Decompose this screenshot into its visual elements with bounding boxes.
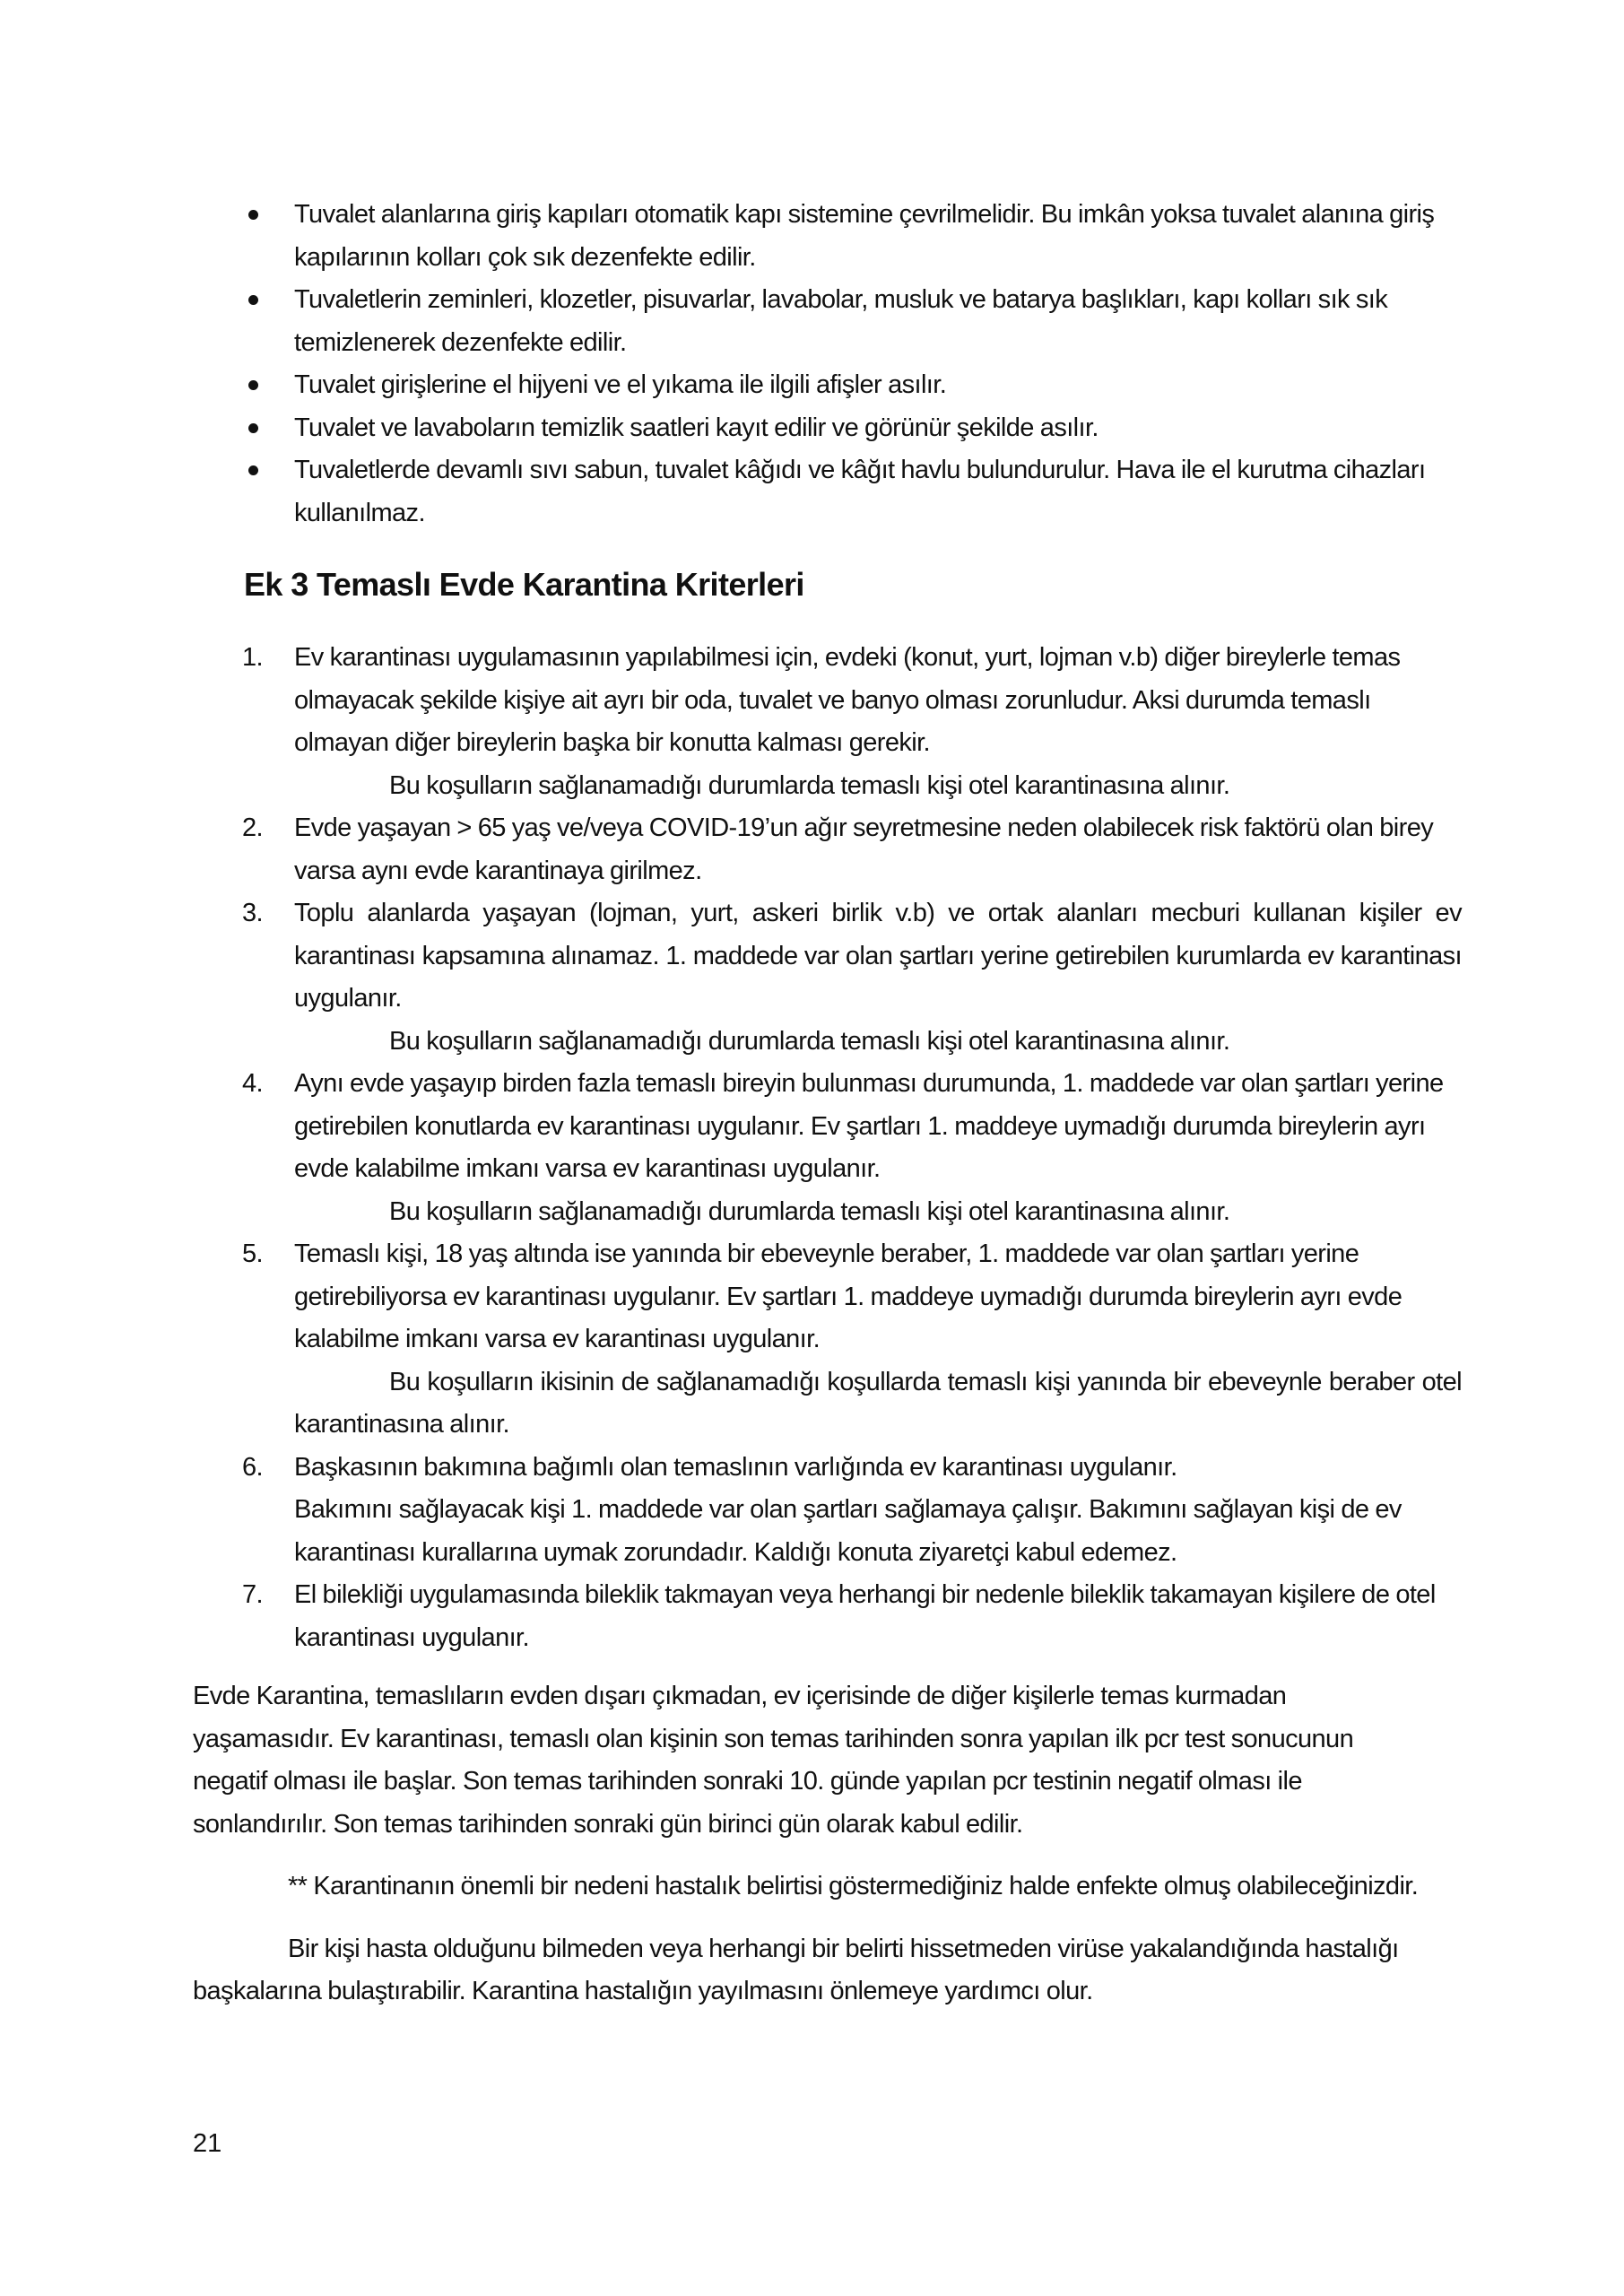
bullet-icon [248, 423, 258, 433]
section-heading: Ek 3 Temaslı Evde Karantina Kriterleri [244, 566, 804, 603]
bullet-item [242, 364, 1462, 407]
criteria-number: 5. [242, 1239, 263, 1268]
quarantine-reason-note: ** Karantinanın önemli bir nedeni hastalık belirtisi göstermediğiniz halde enfekte olmuş olabileceğinizdir. [288, 1872, 1419, 1900]
toilet-hygiene-bullet-list [242, 194, 1462, 535]
criteria-number: 3. [242, 899, 263, 927]
bullet-icon [248, 210, 258, 220]
bullet-text: Tuvalet ve lavaboların temizlik saatleri kayıt edilir ve görünür şekilde asılır. [294, 413, 1099, 442]
criteria-text: Temaslı kişi, 18 yaş altında ise yanında bir ebeveynle beraber, 1. maddede var olan şartları yerine getirebiliyorsa ev karantinası uygulanır. Ev şartları 1. maddeye uymadığı durumda bireylerin ayrı evde kalabilme imkanı varsa ev karantinası uygulanır. [294, 1239, 1403, 1353]
criteria-text: Başkasının bakımına bağımlı olan temaslının varlığında ev karantinası uygulanır. [294, 1452, 1177, 1482]
bullet-text: Tuvalet alanlarına giriş kapıları otomatik kapı sistemine çevrilmelidir. Bu imkân yoksa tuvalet alanına giriş kapılarının kolları çok sık dezenfekte edilir. [294, 200, 1435, 272]
home-quarantine-definition-paragraph: Evde Karantina, temaslıların evden dışarı çıkmadan, ev içerisinde de diğer kişilerle temas kurmadan yaşamasıdır. Ev karantinası, temaslı olan kişinin son temas tarihinden sonra yapılan ilk pcr test sonucunun negatif olması ile başlar. Son temas tarihinden sonraki 10. günde yapılan pcr testinin negatif olması ile sonlandırılır. Son temas tarihinden sonraki gün birinci gün olarak kabul edilir. [193, 1682, 1354, 1839]
criteria-item [242, 892, 1462, 1063]
bullet-text: Tuvalet girişlerine el hijyeni ve el yıkama ile ilgili afişler asılır. [294, 370, 947, 399]
criteria-text: El bilekliği uygulamasında bileklik takmayan veya herhangi bir nedenle bileklik takamayan kişilere de otel karantinası uygulanır. [294, 1580, 1436, 1652]
criteria-item [242, 1447, 1462, 1575]
criteria-text: Aynı evde yaşayıp birden fazla temaslı bireyin bulunması durumunda, 1. maddede var olan şartları yerine getirebilen konutlarda ev karantinası uygulanır. Ev şartları 1. maddeye uymadığı durumda bireylerin ayrı evde kalabilme imkanı varsa ev karantinası uygulanır. [294, 1069, 1444, 1183]
criteria-item [242, 1233, 1462, 1447]
criteria-item [242, 1063, 1462, 1233]
criteria-number: 7. [242, 1580, 263, 1609]
quarantine-criteria-list [242, 637, 1462, 1659]
criteria-text: Evde yaşayan > 65 yaş ve/veya COVID-19’un ağır seyretmesine neden olabilecek risk faktörü olan birey varsa aynı evde karantinaya girilmez. [294, 813, 1434, 885]
closing-paragraphs [193, 1675, 1430, 2033]
criteria-note: Bu koşulların sağlanamadığı durumlarda temaslı kişi otel karantinasına alınır. [389, 1196, 1230, 1226]
criteria-number: 2. [242, 813, 263, 842]
criteria-number: 1. [242, 643, 263, 672]
criteria-item [242, 1574, 1462, 1659]
criteria-note: Bu koşulların ikisinin de sağlanamadığı koşullarda temaslı kişi yanında bir ebeveynle beraber otel karantinasına alınır. [294, 1367, 1462, 1439]
criteria-note: Bu koşulların sağlanamadığı durumlarda temaslı kişi otel karantinasına alınır. [389, 770, 1230, 800]
bullet-icon [248, 380, 258, 390]
bullet-text: Tuvaletlerin zeminleri, klozetler, pisuvarlar, lavabolar, musluk ve batarya başlıkları, kapı kolları sık sık temizlenerek dezenfekte edilir. [294, 285, 1388, 357]
criteria-text: Ev karantinası uygulamasının yapılabilmesi için, evdeki (konut, yurt, lojman v.b) diğer bireylerle temas olmayacak şekilde kişiye ait ayrı bir oda, tuvalet ve banyo olması zorunludur. Aksi durumda temaslı olmayan diğer bireylerin başka bir konutta kalması gerekir. [294, 643, 1401, 757]
bullet-item [242, 449, 1462, 535]
spread-prevention-paragraph: Bir kişi hasta olduğunu bilmeden veya herhangi bir belirti hissetmeden virüse yakalandığında hastalığı başkalarına bulaştırabilir. Karantina hastalığın yayılmasını önlemeye yardımcı olur. [193, 1934, 1399, 2005]
page-number: 21 [193, 2129, 222, 2158]
criteria-text: Toplu alanlarda yaşayan (lojman, yurt, askeri birlik v.b) ve ortak alanları mecburi kullanan kişiler ev karantinası kapsamına alınamaz. 1. maddede var olan şartları yerine getirebilen kurumlarda ev karantinası uygulanır. [294, 899, 1462, 1013]
criteria-number: 6. [242, 1452, 263, 1482]
bullet-item [242, 279, 1462, 364]
criteria-extra-text: Bakımını sağlayacak kişi 1. maddede var olan şartları sağlamaya çalışır. Bakımını sağlayan kişi de ev karantinası kurallarına uymak zorundadır. Kaldığı konuta ziyaretçi kabul edemez. [294, 1495, 1402, 1567]
bullet-text: Tuvaletlerde devamlı sıvı sabun, tuvalet kâğıdı ve kâğıt havlu bulundurulur. Hava ile el kurutma cihazları kullanılmaz. [294, 456, 1426, 527]
criteria-note: Bu koşulların sağlanamadığı durumlarda temaslı kişi otel karantinasına alınır. [389, 1026, 1230, 1056]
bullet-item [242, 194, 1462, 279]
bullet-icon [248, 465, 258, 475]
bullet-icon [248, 295, 258, 305]
criteria-item [242, 637, 1462, 807]
criteria-item [242, 807, 1462, 892]
bullet-item [242, 407, 1462, 450]
criteria-number: 4. [242, 1069, 263, 1098]
